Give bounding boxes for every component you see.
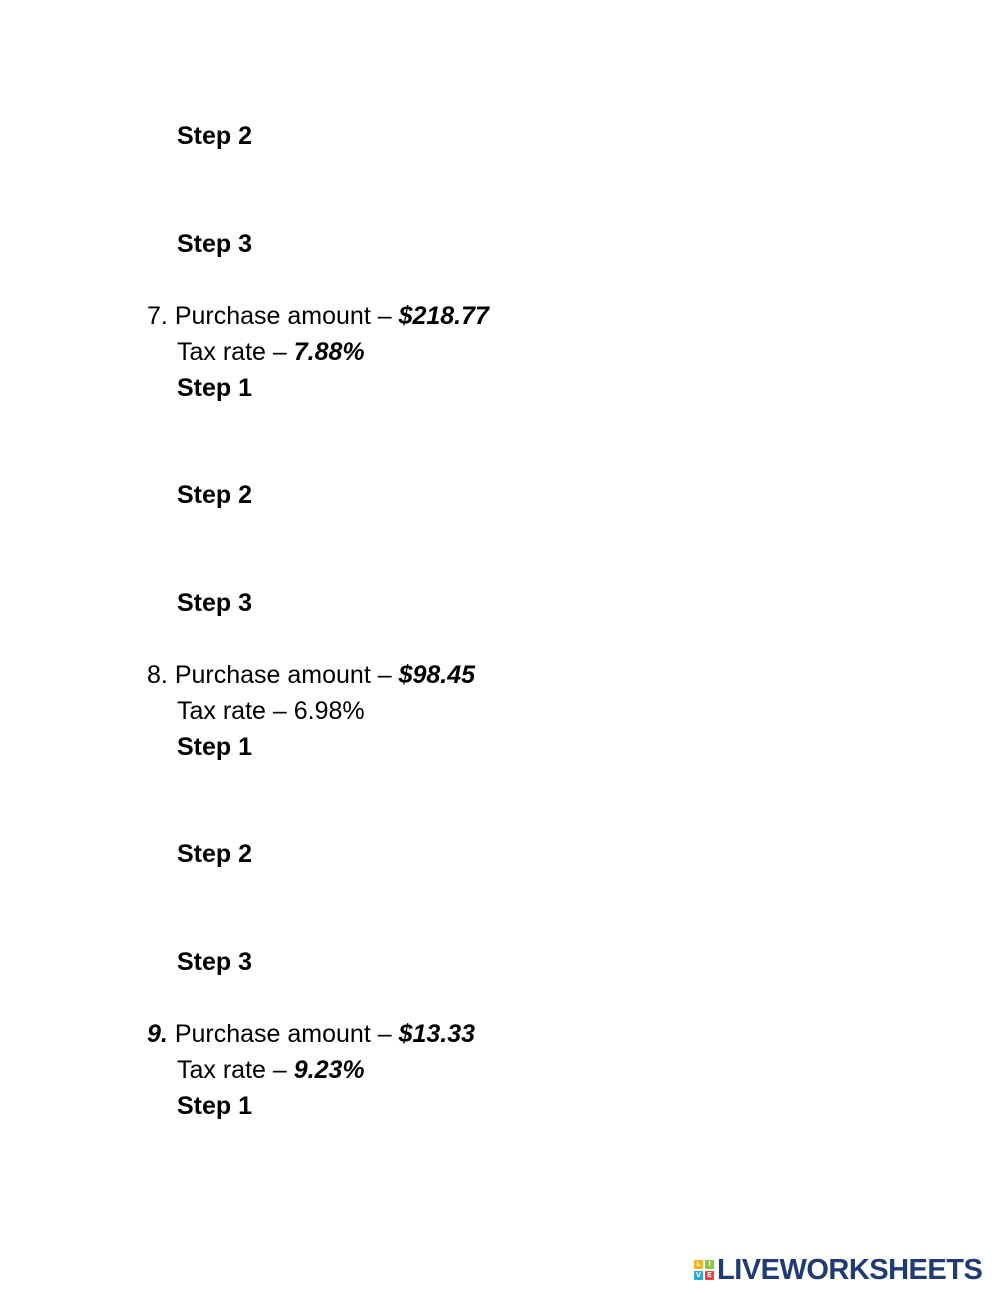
purchase-label: Purchase amount – (174, 661, 399, 689)
problem-9-purchase-line (147, 1019, 475, 1049)
problem-7-purchase-line (147, 301, 489, 331)
tax-label: Tax rate – (177, 1056, 294, 1084)
problem-number: 8. (147, 661, 168, 689)
step-1-label: Step 1 (177, 733, 253, 761)
problem-8-tax-line (177, 696, 365, 726)
logo-mark-tile: I (705, 1260, 714, 1269)
tax-label: Tax rate – 6.98% (177, 697, 365, 725)
purchase-value: $98.45 (398, 661, 476, 689)
step-1-label: Step 1 (177, 1092, 253, 1120)
logo-wordmark: LIVEWORKSHEETS (717, 1254, 983, 1286)
purchase-value: $13.33 (398, 1020, 476, 1048)
logo-mark-tile: E (705, 1271, 714, 1280)
logo-mark-tile: V (695, 1271, 702, 1279)
tax-label: Tax rate – (177, 338, 294, 366)
step-3-label: Step 3 (177, 230, 253, 258)
liveworksheets-logo-icon (694, 1260, 714, 1280)
problem-8-purchase-line (147, 660, 475, 690)
step-2-label: Step 2 (177, 122, 253, 150)
tax-value: 7.88% (293, 338, 365, 366)
tax-value: 9.23% (293, 1056, 365, 1084)
step-3-label: Step 3 (177, 948, 253, 976)
step-2-label: Step 2 (177, 481, 253, 509)
purchase-label: Purchase amount – (174, 1020, 399, 1048)
step-2-label: Step 2 (177, 840, 253, 868)
step-3-label: Step 3 (177, 589, 253, 617)
step-1-label: Step 1 (177, 374, 253, 402)
problem-number: 9. (147, 1020, 168, 1048)
purchase-label: Purchase amount – (174, 302, 399, 330)
purchase-value: $218.77 (398, 302, 489, 330)
liveworksheets-logo (694, 1254, 982, 1286)
problem-9-tax-line (177, 1055, 365, 1085)
problem-7-tax-line (177, 337, 365, 367)
logo-mark-tile: L (694, 1260, 703, 1269)
problem-number: 7. (147, 302, 168, 330)
